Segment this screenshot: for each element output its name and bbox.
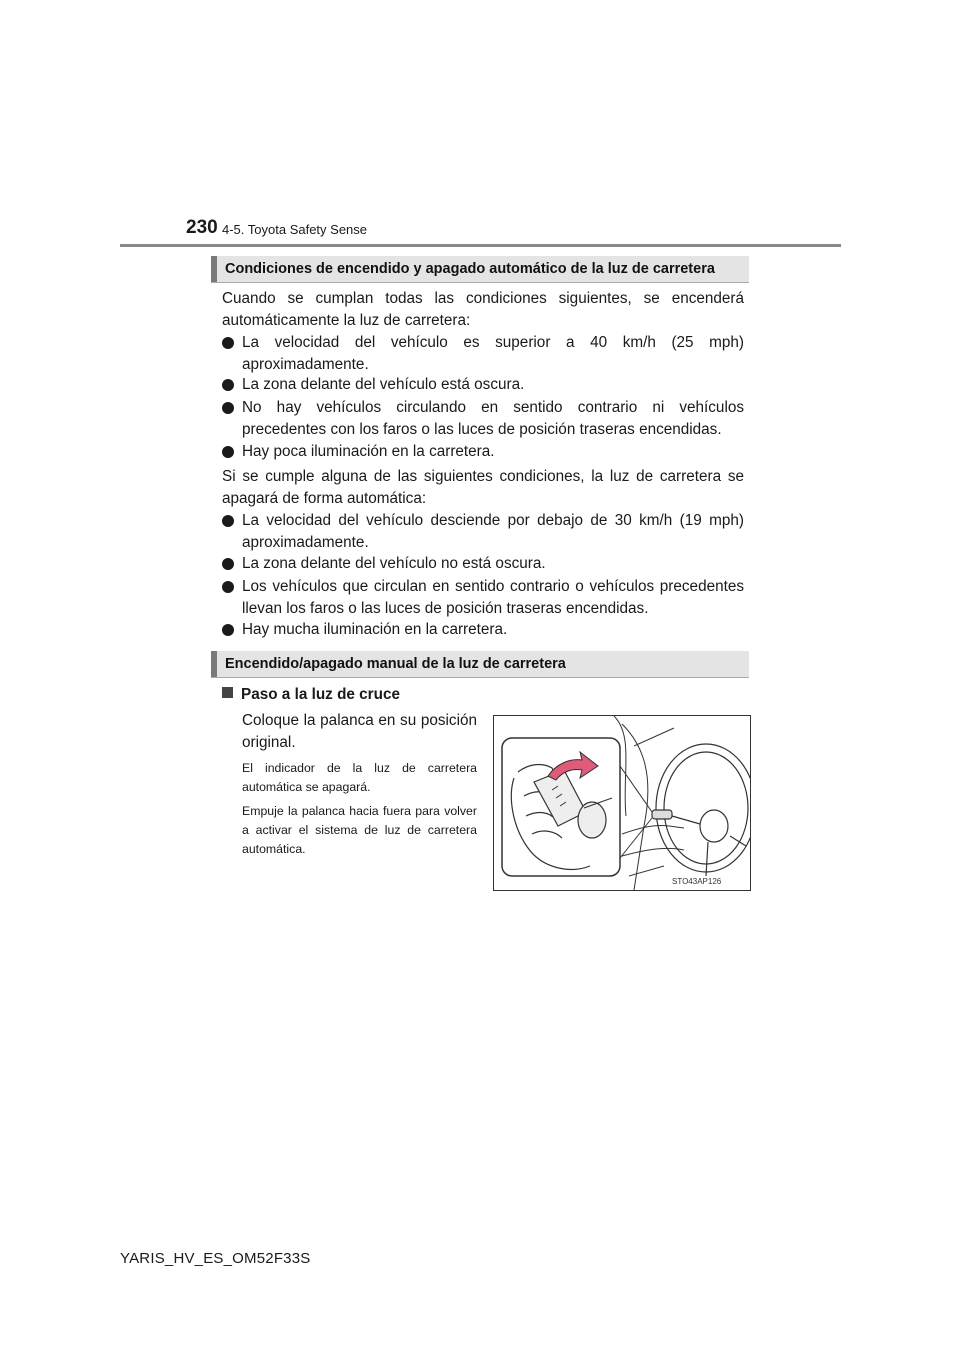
list-item-text: No hay vehículos circulando en sentido contrario ni vehículos precedentes con los faros o las luces de posición traseras encendidas. [242, 399, 744, 438]
list-item-text: Hay poca iluminación en la carretera. [242, 443, 495, 460]
list-item [222, 553, 744, 575]
lever-illustration-svg [494, 716, 750, 890]
list-item [222, 619, 744, 641]
document-code: YARIS_HV_ES_OM52F33S [120, 1250, 311, 1267]
heading-marker [211, 651, 217, 677]
square-bullet-icon [222, 687, 233, 698]
heading-text: Condiciones de encendido y apagado automático de la luz de carretera [225, 261, 715, 277]
list-item [222, 397, 744, 441]
bullet-icon [222, 402, 234, 414]
bullet-icon [222, 337, 234, 349]
lever-illustration [493, 715, 751, 891]
list-item-text: La zona delante del vehículo está oscura. [242, 376, 525, 393]
intro-on-paragraph: Cuando se cumplan todas las condiciones siguientes, se encenderá automáticamente la luz de carretera: [222, 290, 744, 329]
heading-marker [211, 256, 217, 282]
section-title: 4-5. Toyota Safety Sense [222, 222, 368, 237]
list-item-text: Hay mucha iluminación en la carretera. [242, 621, 508, 638]
subheading-text: Paso a la luz de cruce [241, 686, 400, 703]
intro-off-paragraph: Si se cumple alguna de las siguientes condiciones, la luz de carretera se apagará de forma automática: [222, 468, 744, 507]
list-item [222, 332, 744, 376]
list-item [222, 441, 744, 463]
bullet-icon [222, 624, 234, 636]
bullet-icon [222, 581, 234, 593]
page-number: 230 [186, 217, 218, 238]
bullet-icon [222, 515, 234, 527]
section-heading-auto-high-beam [211, 256, 749, 283]
bullet-icon [222, 558, 234, 570]
figure-code: STO43AP126 [672, 877, 722, 886]
list-item-text: Los vehículos que circulan en sentido contrario o vehículos precedentes llevan los faros o las luces de posición traseras encendidas. [242, 578, 744, 617]
section-heading-manual-high-beam [211, 651, 749, 678]
subheading-low-beam [222, 684, 400, 706]
list-item [222, 374, 744, 396]
list-item-text: La velocidad del vehículo desciende por debajo de 30 km/h (19 mph) aproximadamente. [242, 512, 744, 551]
note-text: Empuje la palanca hacia fuera para volver a activar el sistema de luz de carretera automática. [242, 804, 477, 856]
list-item [222, 576, 744, 620]
bullet-icon [222, 446, 234, 458]
header-divider [120, 244, 841, 247]
list-item-text: La velocidad del vehículo es superior a 40 km/h (25 mph) aproximadamente. [242, 334, 744, 373]
bullet-icon [222, 379, 234, 391]
heading-text: Encendido/apagado manual de la luz de carretera [225, 656, 566, 672]
list-item-text: La zona delante del vehículo no está oscura. [242, 555, 546, 572]
instruction-text: Coloque la palanca en su posición original. [242, 712, 477, 751]
list-item [222, 510, 744, 554]
note-text: El indicador de la luz de carretera automática se apagará. [242, 761, 477, 794]
